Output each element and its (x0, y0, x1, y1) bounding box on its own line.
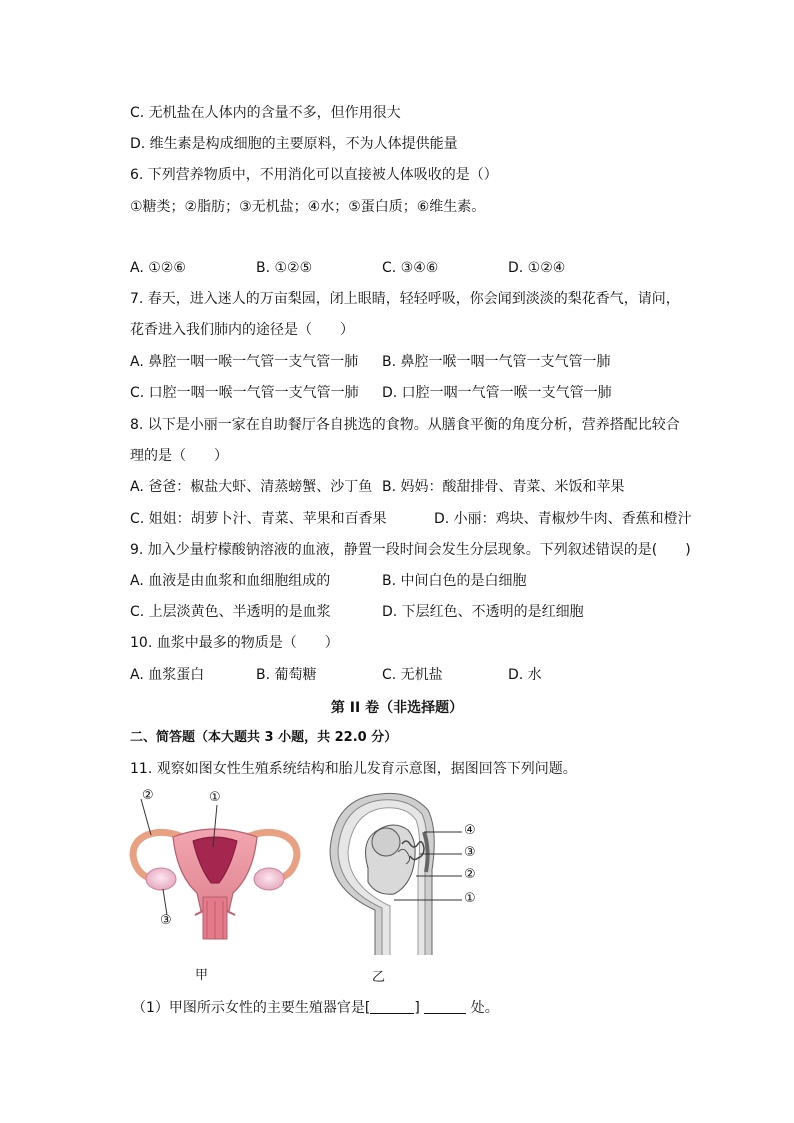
q6-option-c: C. ③④⑥ (382, 260, 439, 276)
q10-option-b: B. 葡萄糖 (256, 667, 317, 683)
q9-option-d: D. 下层红色、不透明的是红细胞 (382, 604, 584, 620)
q10-option-d: D. 水 (508, 667, 542, 683)
q6-items: ①糖类；②脂肪；③无机盐；④水；⑤蛋白质；⑥维生素。 (130, 199, 486, 215)
q8-stem-2: 理的是（ ） (130, 448, 228, 464)
q9-option-c: C. 上层淡黄色、半透明的是血浆 (130, 604, 331, 620)
part-heading: 二、简答题（本大题共 3 小题，共 22.0 分） (130, 730, 398, 745)
q11-subquestion-1: （1）甲图所示女性的主要生殖器官是[ ] 处。 (132, 1000, 499, 1016)
caption-jia: 甲 (195, 968, 209, 983)
jia-label-1: ① (209, 790, 221, 805)
q5-option-c: C. 无机盐在人体内的含量不多，但作用很大 (130, 105, 401, 121)
q6-option-b: B. ①②⑤ (256, 260, 313, 276)
figure-female-reproductive (125, 785, 305, 945)
section-title: 第 II 卷（非选择题） (330, 700, 464, 716)
yi-label-3: ③ (464, 845, 476, 860)
q11-stem: 11. 观察如图女性生殖系统结构和胎儿发育示意图，据图回答下列问题。 (130, 761, 577, 777)
jia-label-2: ② (142, 788, 154, 803)
answer-blank-1[interactable] (370, 999, 414, 1014)
q8-option-d: D. 小丽：鸡块、青椒炒牛肉、香蕉和橙汁 (434, 511, 692, 527)
jia-label-3: ③ (160, 913, 172, 928)
q10-stem: 10. 血浆中最多的物质是（ ） (130, 635, 339, 651)
q6-stem: 6. 下列营养物质中，不用消化可以直接被人体吸收的是（） (130, 167, 498, 183)
q9-stem: 9. 加入少量柠檬酸钠溶液的血液，静置一段时间会发生分层现象。下列叙述错误的是( ) (130, 542, 691, 558)
yi-label-4: ④ (464, 823, 476, 838)
q5-option-d: D. 维生素是构成细胞的主要原料，不为人体提供能量 (130, 136, 458, 152)
yi-label-2: ② (464, 867, 476, 882)
q9-option-b: B. 中间白色的是白细胞 (382, 573, 527, 589)
q9-option-a: A. 血液是由血浆和血细胞组成的 (130, 573, 331, 589)
caption-yi: 乙 (372, 970, 386, 985)
q7-option-d: D. 口腔一咽一气管一喉一支气管一肺 (382, 385, 612, 401)
q6-option-a: A. ①②⑥ (130, 260, 186, 276)
yi-label-1: ① (464, 891, 476, 906)
answer-blank-2[interactable] (424, 999, 466, 1014)
q8-option-c: C. 姐姐：胡萝卜汁、青菜、苹果和百香果 (130, 511, 387, 527)
q8-stem-1: 8. 以下是小丽一家在自助餐厅各自挑选的食物。从膳食平衡的角度分析，营养搭配比较合 (130, 417, 680, 433)
q7-option-c: C. 口腔一咽一喉一气管一支气管一肺 (130, 385, 359, 401)
q8-option-b: B. 妈妈：酸甜排骨、青菜、米饭和苹果 (382, 479, 625, 495)
q7-option-b: B. 鼻腔一喉一咽一气管一支气管一肺 (382, 354, 611, 370)
q7-stem-1: 7. 春天，进入迷人的万亩梨园，闭上眼睛，轻轻呼吸，你会闻到淡淡的梨花香气，请问， (130, 291, 680, 307)
q6-option-d: D. ①②④ (508, 260, 566, 276)
q7-stem-2: 花香进入我们肺内的途径是（ ） (130, 322, 354, 338)
q7-option-a: A. 鼻腔一咽一喉一气管一支气管一肺 (130, 354, 359, 370)
q10-option-a: A. 血浆蛋白 (130, 667, 205, 683)
q8-option-a: A. 爸爸：椒盐大虾、清蒸螃蟹、沙丁鱼 (130, 479, 373, 495)
q10-option-c: C. 无机盐 (382, 667, 443, 683)
